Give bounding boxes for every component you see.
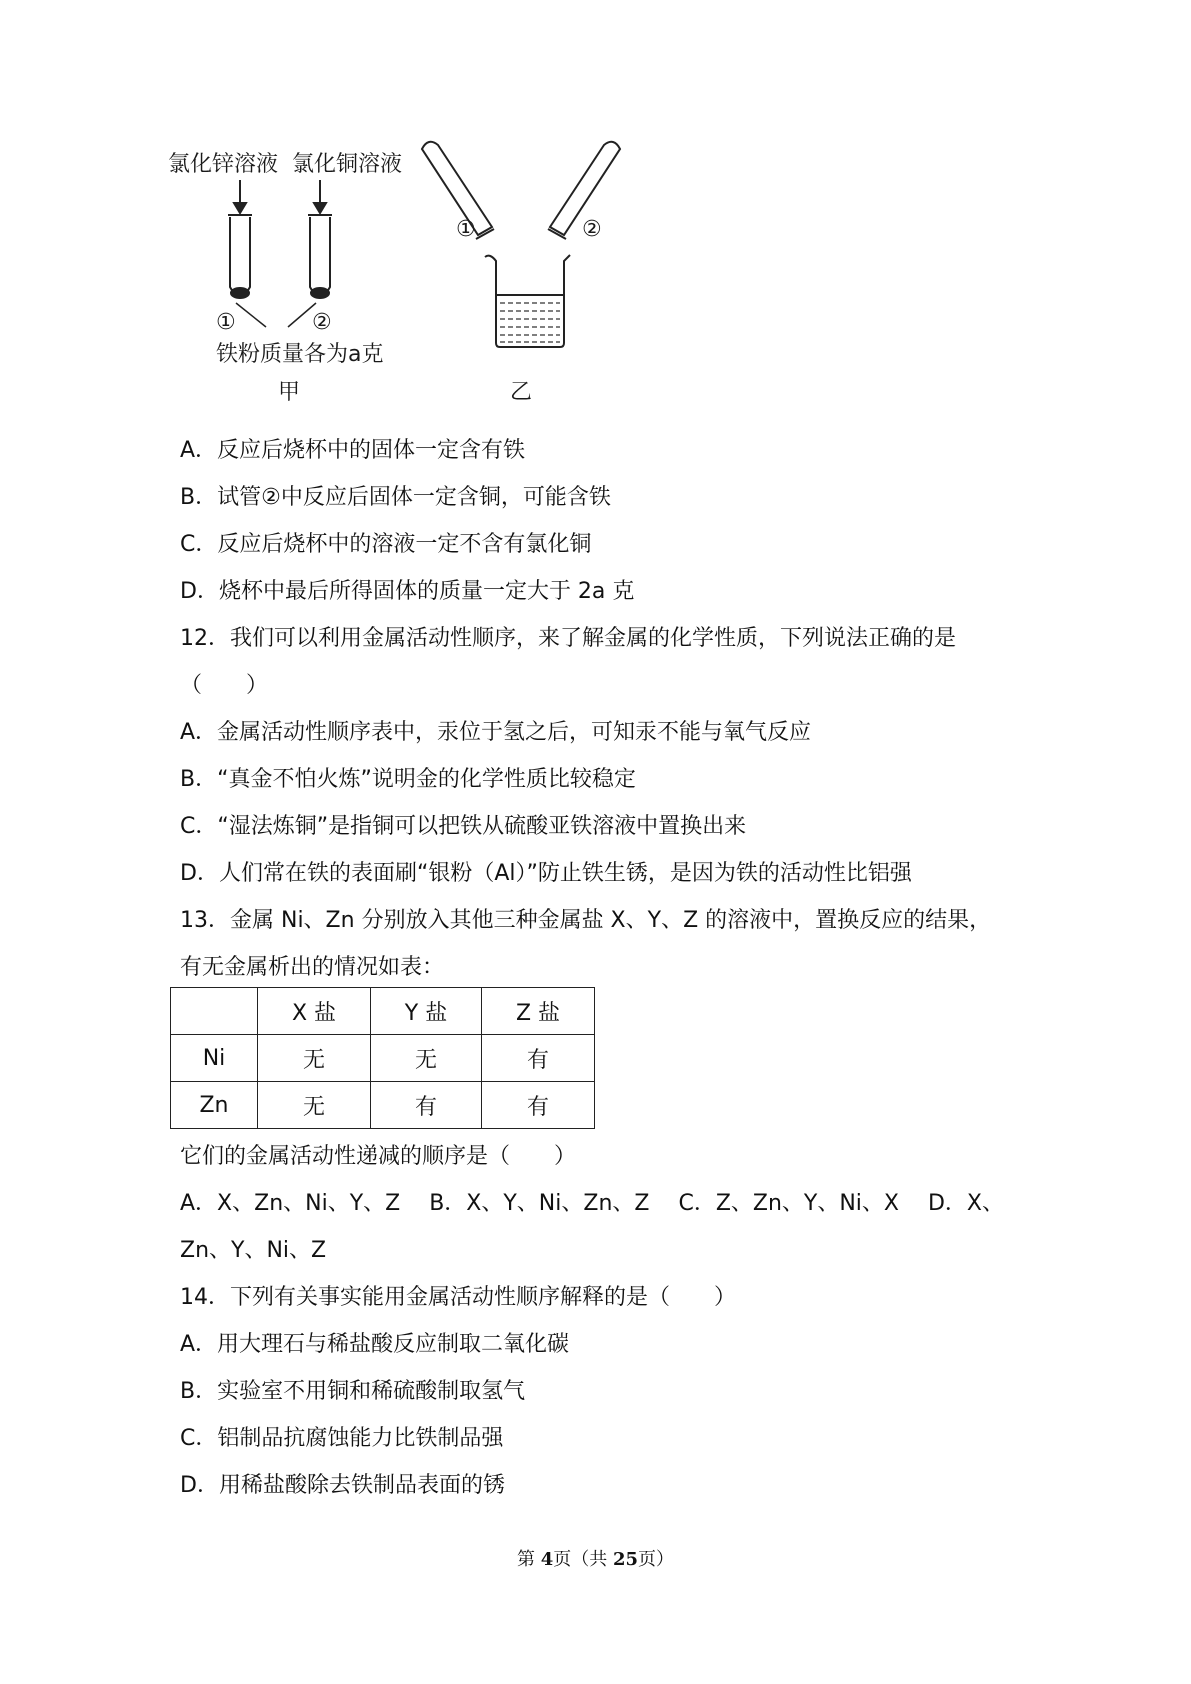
test-tube-1 [228,215,252,298]
page-footer [0,1545,1191,1571]
q12-stem-cont: （ ） [180,673,269,698]
q13-options-line2: Zn、Y、Ni、Z [180,1238,327,1263]
table-header-row [171,988,595,1035]
q14-stem: 14．下列有关事实能用金属活动性顺序解释的是（ ） [180,1285,736,1310]
table-row [171,1082,595,1129]
table-cell: 无 [371,1035,482,1082]
test-tube-2 [308,215,332,298]
table-cell: 有 [371,1082,482,1129]
table-cell: 无 [258,1082,371,1129]
q11-option-d: D．烧杯中最后所得固体的质量一定大于 2a 克 [180,579,635,604]
beaker [485,255,570,347]
table-header-cell: Y 盐 [371,988,482,1035]
table-cell: 有 [482,1035,595,1082]
footer-total-pages: 25 [612,1549,639,1570]
table-cell: Zn [171,1082,258,1129]
tube-2-number: ② [312,310,332,335]
iron-mass-label: 铁粉质量各为a克 [216,342,384,367]
q12-option-a: A．金属活动性顺序表中，汞位于氢之后，可知汞不能与氧气反应 [180,720,812,745]
q12-stem: 12．我们可以利用金属活动性顺序，来了解金属的化学性质，下列说法正确的是 [180,626,956,651]
result-table [170,987,595,1129]
q14-option-b: B．实验室不用铜和稀硫酸制取氢气 [180,1379,526,1404]
table-header-cell [171,988,258,1035]
q11-option-a: A．反应后烧杯中的固体一定含有铁 [180,438,526,463]
experiment-figure [160,135,700,430]
q12-option-d: D．人们常在铁的表面刷“银粉（Al）”防止铁生锈，是因为铁的活动性比铝强 [180,861,912,886]
figure-label-yi: 乙 [510,380,533,405]
apparatus-drawing [160,135,700,430]
zinc-chloride-label: 氯化锌溶液 [168,152,279,177]
footer-suffix: 页） [638,1549,675,1570]
footer-prefix: 第 [516,1549,541,1570]
footer-page-number: 4 [540,1549,554,1570]
table-header-cell: Z 盐 [482,988,595,1035]
q13-stem-cont: 有无金属析出的情况如表： [180,955,445,980]
q11-option-b: B．试管②中反应后固体一定含铜，可能含铁 [180,485,611,510]
q13-stem: 13．金属 Ni、Zn 分别放入其他三种金属盐 X、Y、Z 的溶液中，置换反应的结果， [180,908,992,933]
table-header-cell: X 盐 [258,988,371,1035]
tube-1-number: ① [216,310,236,335]
figure-label-jia: 甲 [278,380,301,405]
q12-option-b: B．“真金不怕火炼”说明金的化学性质比较稳定 [180,767,636,792]
q13-options-line1: A．X、Zn、Ni、Y、Z B．X、Y、Ni、Zn、Z C．Z、Zn、Y、Ni、X D．X、 [180,1191,1004,1216]
pour-tube-1-number: ① [456,217,476,242]
table-cell: 有 [482,1082,595,1129]
copper-chloride-label: 氯化铜溶液 [292,152,403,177]
q12-option-c: C．“湿法炼铜”是指铜可以把铁从硫酸亚铁溶液中置换出来 [180,814,747,839]
table-row [171,1035,595,1082]
footer-middle: 页（共 [553,1549,613,1570]
q13-question: 它们的金属活动性递减的顺序是（ ） [180,1144,577,1169]
q14-option-d: D．用稀盐酸除去铁制品表面的锈 [180,1473,505,1498]
table-cell: Ni [171,1035,258,1082]
q14-option-a: A．用大理石与稀盐酸反应制取二氧化碳 [180,1332,570,1357]
q14-option-c: C．铝制品抗腐蚀能力比铁制品强 [180,1426,504,1451]
pour-tube-2-number: ② [582,217,602,242]
q11-option-c: C．反应后烧杯中的溶液一定不含有氯化铜 [180,532,592,557]
table-cell: 无 [258,1035,371,1082]
